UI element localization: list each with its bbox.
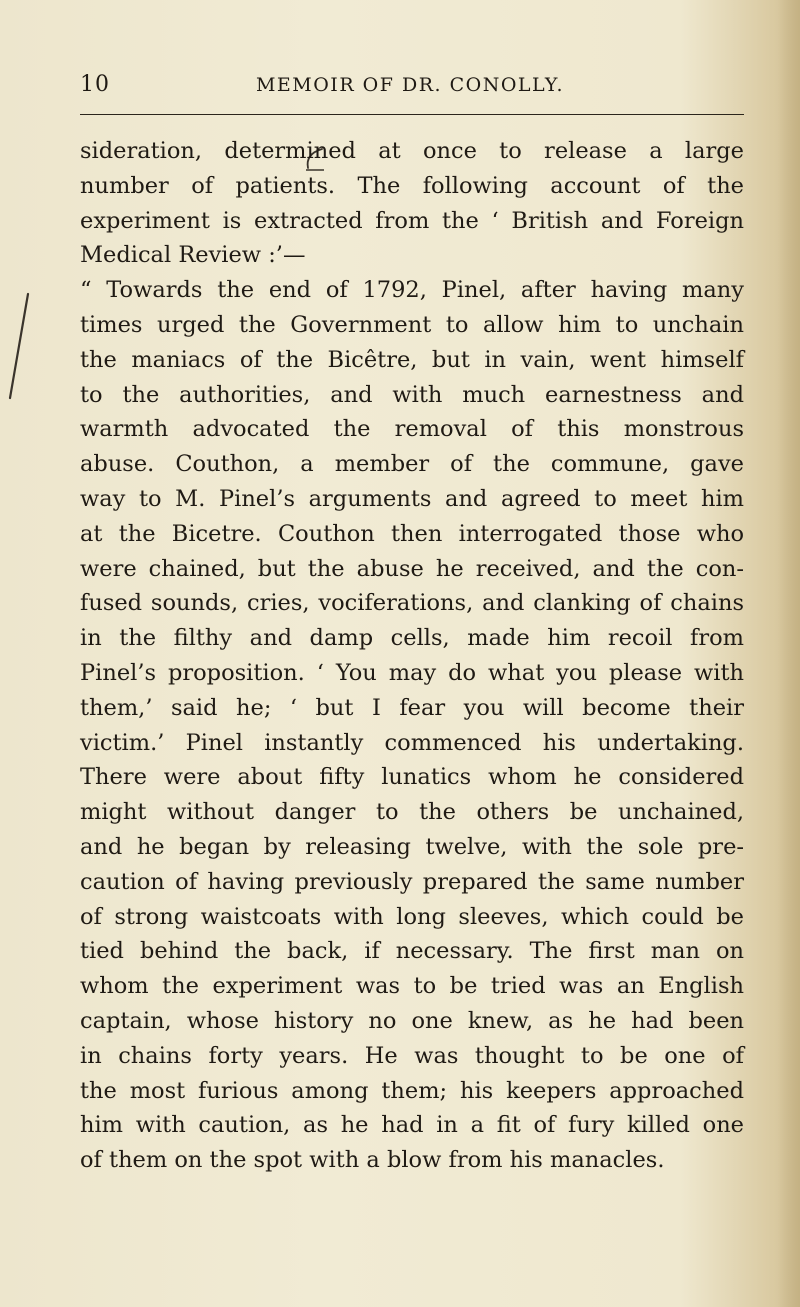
- pencil-margin-mark: [4, 290, 32, 402]
- text-line: of them on the spot with a blow from his manacles.: [80, 1147, 665, 1174]
- text-line: in chains forty years. He was thought to be one of: [80, 1042, 744, 1069]
- text-line: Pinel’s proposition. ‘ You may do what you please with: [80, 659, 744, 686]
- text-line: at the Bicetre. Couthon then interrogated those who: [80, 520, 744, 547]
- text-line: caution of having previously prepared the same number: [80, 868, 744, 895]
- text-line: warmth advocated the removal of this monstrous: [80, 416, 744, 443]
- text-line: them,’ said he; ‘ but I fear you will become their: [80, 694, 744, 721]
- text-line: and he began by releasing twelve, with the sole pre-: [80, 833, 744, 860]
- text-line: Medical Review :’—: [80, 242, 306, 269]
- text-line: times urged the Government to allow him to unchain: [80, 311, 744, 338]
- page-number: 10: [80, 72, 110, 97]
- text-line: “ Towards the end of 1792, Pinel, after having many: [80, 277, 744, 304]
- text-line: were chained, but the abuse he received, and the con-: [80, 555, 744, 582]
- text-line: captain, whose history no one knew, as he had been: [80, 1007, 744, 1034]
- text-line: whom the experiment was to be tried was an English: [80, 973, 744, 1000]
- text-line: in the filthy and damp cells, made him recoil from: [80, 625, 744, 652]
- text-line: victim.’ Pinel instantly commenced his undertaking.: [80, 729, 744, 756]
- text-line: the maniacs of the Bicêtre, but in vain, went himself: [80, 346, 744, 373]
- text-line: of strong waistcoats with long sleeves, which could be: [80, 903, 744, 930]
- page-edge-shadow: [778, 0, 800, 1307]
- text-line: sideration, determined at once to release a large: [80, 138, 744, 164]
- text-line: number of patients. The following account of the: [80, 172, 744, 199]
- text-line: tied behind the back, if necessary. The first man on: [80, 938, 744, 965]
- text-line: to the authorities, and with much earnestness and: [80, 381, 744, 408]
- text-line: him with caution, as he had in a fit of fury killed one: [80, 1112, 744, 1139]
- body-text: [80, 134, 744, 1178]
- text-line: experiment is extracted from the ‘ British and Foreign: [80, 207, 744, 234]
- running-head: MEMOIR OF DR. CONOLLY.: [255, 74, 565, 96]
- header-rule: [80, 114, 744, 115]
- text-line: the most furious among them; his keepers approached: [80, 1077, 744, 1104]
- text-line: abuse. Couthon, a member of the commune, gave: [80, 451, 744, 478]
- text-line: way to M. Pinel’s arguments and agreed to meet him: [80, 485, 744, 512]
- text-line: fused sounds, cries, vociferations, and clanking of chains: [80, 590, 744, 617]
- text-line: might without danger to the others be unchained,: [80, 799, 744, 826]
- text-line: There were about fifty lunatics whom he considered: [80, 764, 744, 791]
- page-header: [80, 72, 740, 102]
